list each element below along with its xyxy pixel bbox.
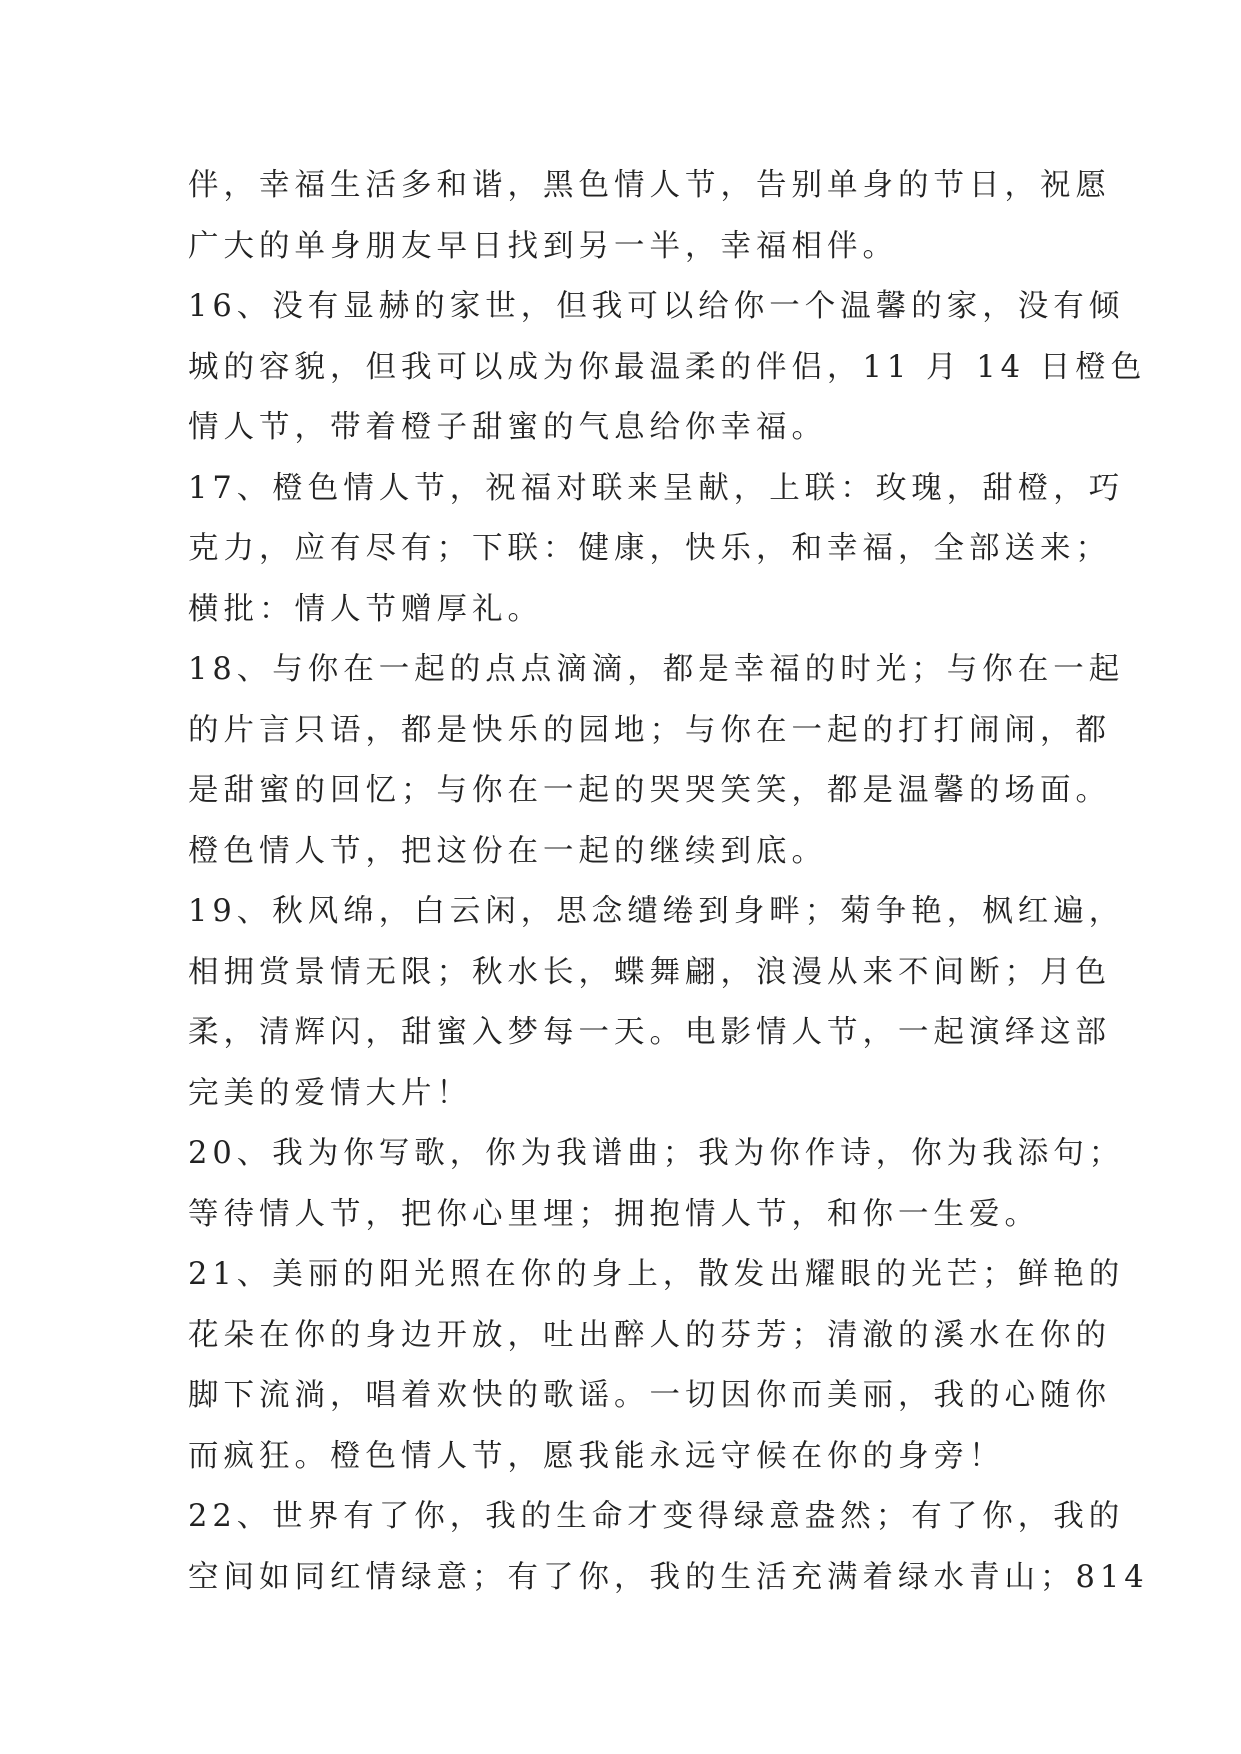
text-line: 广大的单身朋友早日找到另一半，幸福相伴。	[188, 228, 898, 264]
body-text	[188, 156, 1149, 1608]
text-line: 19、秋风绵，白云闲，思念缱绻到身畔；菊争艳，枫红遍，	[188, 894, 1125, 929]
text-line: 等待情人节，把你心里埋；拥抱情人节，和你一生爱。	[188, 1196, 1040, 1232]
text-line: 城的容貌，但我可以成为你最温柔的伴侣，11 月 14 日橙色	[188, 349, 1147, 385]
text-line: 柔，清辉闪，甜蜜入梦每一天。电影情人节，一起演绎这部	[188, 1015, 1111, 1050]
text-line: 22、世界有了你，我的生命才变得绿意盎然；有了你，我的	[188, 1499, 1125, 1534]
text-line: 16、没有显赫的家世，但我可以给你一个温馨的家，没有倾	[188, 289, 1125, 324]
text-line: 完美的爱情大片！	[188, 1075, 472, 1111]
text-line: 情人节，带着橙子甜蜜的气息给你幸福。	[188, 410, 827, 445]
text-line: 橙色情人节，把这份在一起的继续到底。	[188, 833, 827, 869]
text-line: 花朵在你的身边开放，吐出醉人的芬芳；清澈的溪水在你的	[188, 1317, 1111, 1353]
text-line: 18、与你在一起的点点滴滴，都是幸福的时光；与你在一起	[188, 652, 1125, 687]
text-line: 空间如同红情绿意；有了你，我的生活充满着绿水青山；814	[188, 1559, 1149, 1595]
text-line: 是甜蜜的回忆；与你在一起的哭哭笑笑，都是温馨的场面。	[188, 773, 1111, 808]
text-line: 的片言只语，都是快乐的园地；与你在一起的打打闹闹，都	[188, 712, 1111, 748]
text-line: 而疯狂。橙色情人节，愿我能永远守候在你的身旁！	[188, 1438, 1005, 1474]
text-line: 伴，幸福生活多和谐，黑色情人节，告别单身的节日，祝愿	[188, 168, 1111, 203]
text-line: 20、我为你写歌，你为我谱曲；我为你作诗，你为我添句；	[188, 1136, 1125, 1171]
text-line: 克力，应有尽有；下联：健康，快乐，和幸福，全部送来；	[188, 531, 1111, 566]
text-line: 脚下流淌，唱着欢快的歌谣。一切因你而美丽，我的心随你	[188, 1378, 1111, 1413]
text-line: 17、橙色情人节，祝福对联来呈献，上联：玫瑰，甜橙，巧	[188, 470, 1125, 506]
text-line: 横批：情人节赠厚礼。	[188, 591, 543, 627]
text-line: 相拥赏景情无限；秋水长，蝶舞翩，浪漫从来不间断；月色	[188, 954, 1111, 990]
text-line: 21、美丽的阳光照在你的身上，散发出耀眼的光芒；鲜艳的	[188, 1257, 1125, 1292]
